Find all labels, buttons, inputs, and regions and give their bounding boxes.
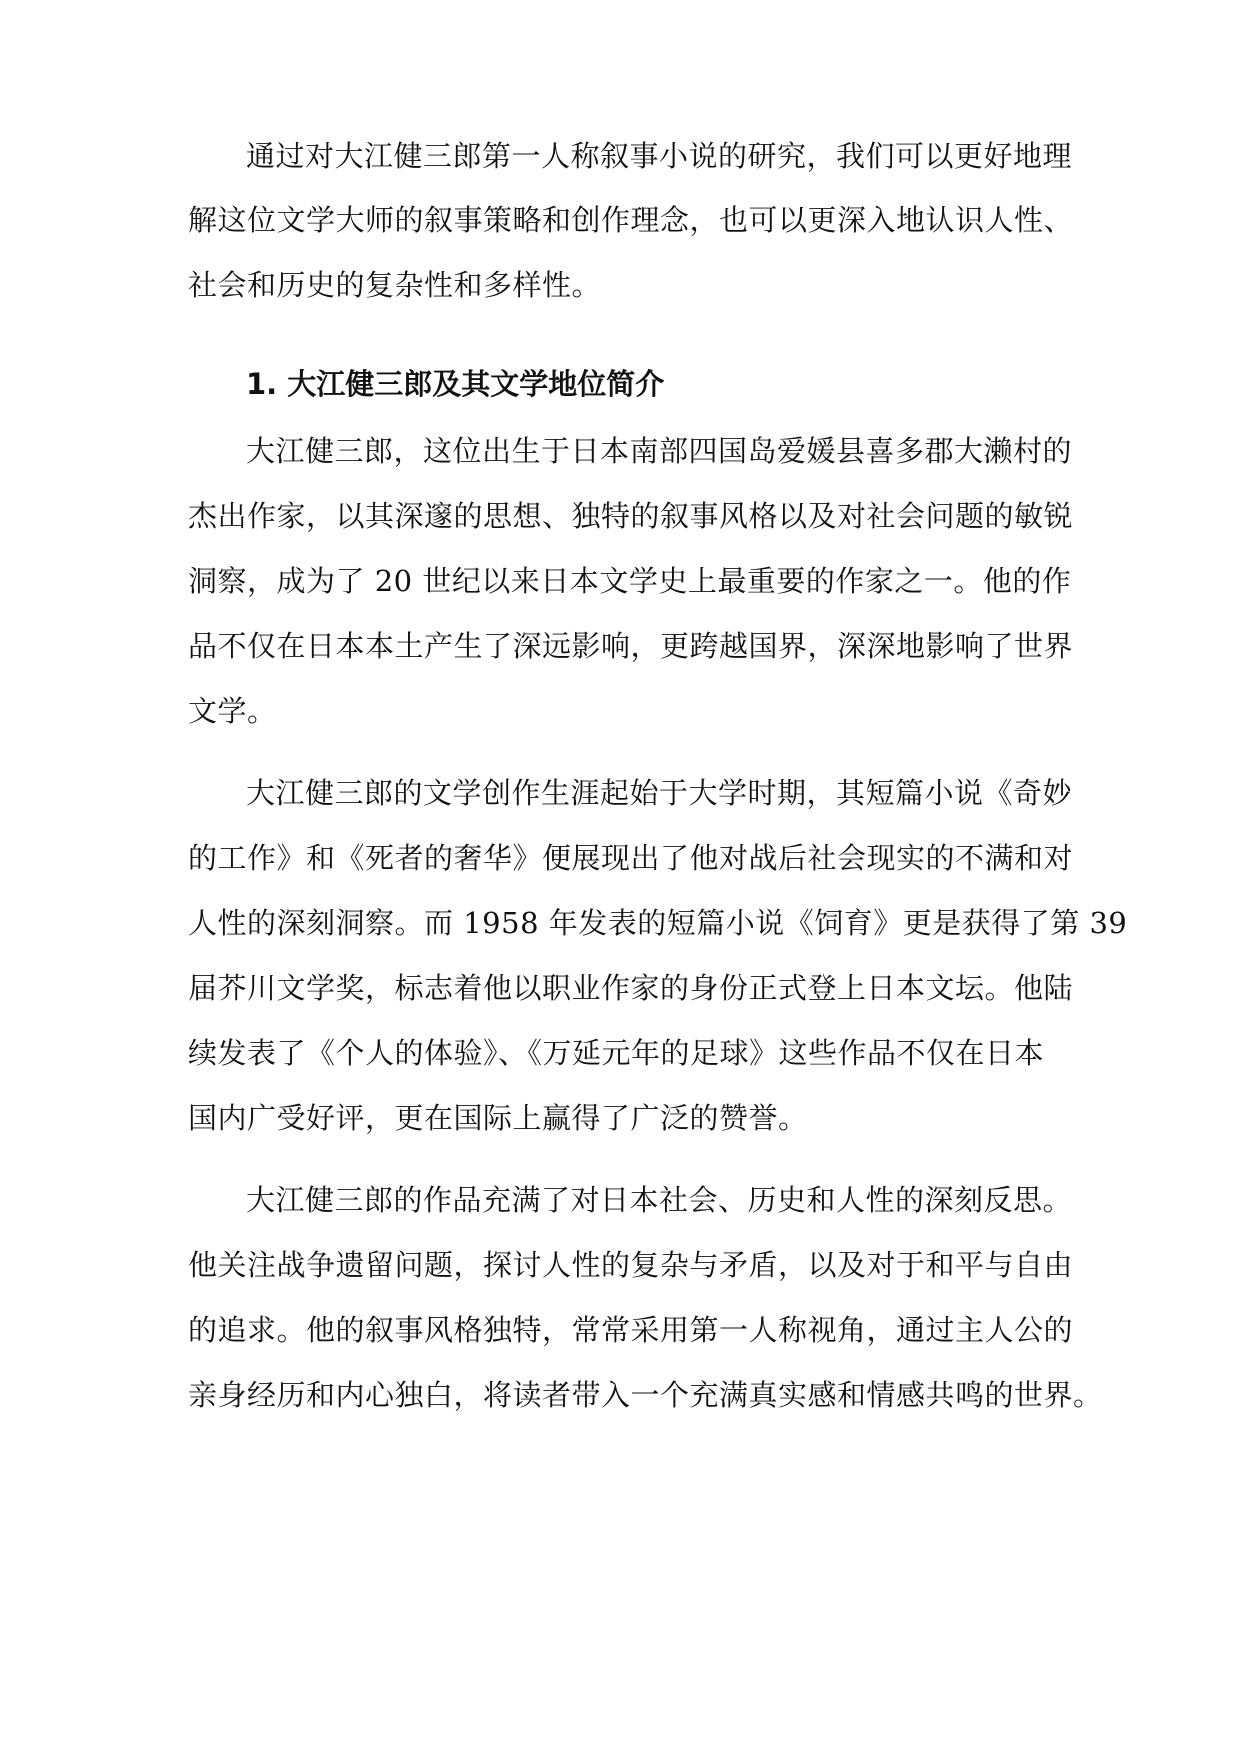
paragraph-line: 洞察，成为了 20 世纪以来日本文学史上最重要的作家之一。他的作 [188,564,1072,598]
paragraph-line: 的追求。他的叙事风格独特，常常采用第一人称视角，通过主人公的 [188,1313,1074,1347]
paragraph-line: 社会和历史的复杂性和多样性。 [188,268,602,302]
paragraph-line: 品不仅在日本本土产生了深远影响，更跨越国界，深深地影响了世界 [188,629,1074,663]
paragraph-line: 亲身经历和内心独白，将读者带入一个充满真实感和情感共鸣的世界。 [188,1378,1103,1412]
paragraph-line: 通过对大江健三郎第一人称叙事小说的研究，我们可以更好地理 [246,139,1073,173]
paragraph-line: 他关注战争遗留问题，探讨人性的复杂与矛盾，以及对于和平与自由 [188,1248,1074,1282]
paragraph-line: 届芥川文学奖，标志着他以职业作家的身份正式登上日本文坛。他陆 [188,971,1074,1005]
paragraph-line: 杰出作家，以其深邃的思想、独特的叙事风格以及对社会问题的敏锐 [188,499,1074,533]
paragraph-line: 大江健三郎，这位出生于日本南部四国岛爱媛县喜多郡大濑村的 [246,434,1073,468]
paragraph-line: 国内广受好评，更在国际上赢得了广泛的赞誉。 [188,1101,808,1135]
paragraph-line: 的工作》和《死者的奢华》便展现出了他对战后社会现实的不满和对 [188,841,1074,875]
paragraph-line: 大江健三郎的作品充满了对日本社会、历史和人性的深刻反思。 [246,1183,1073,1217]
paragraph-line: 人性的深刻洞察。而 1958 年发表的短篇小说《饲育》更是获得了第 39 [188,906,1128,940]
paragraph-line: 续发表了《个人的体验》、《万延元年的足球》这些作品不仅在日本 [188,1036,1045,1070]
paragraph-line: 解这位文学大师的叙事策略和创作理念，也可以更深入地认识人性、 [188,203,1074,237]
paragraph-line: 大江健三郎的文学创作生涯起始于大学时期，其短篇小说《奇妙 [246,776,1073,810]
paragraph-line: 文学。 [188,694,277,728]
section-heading: 1. 大江健三郎及其文学地位简介 [246,367,665,401]
